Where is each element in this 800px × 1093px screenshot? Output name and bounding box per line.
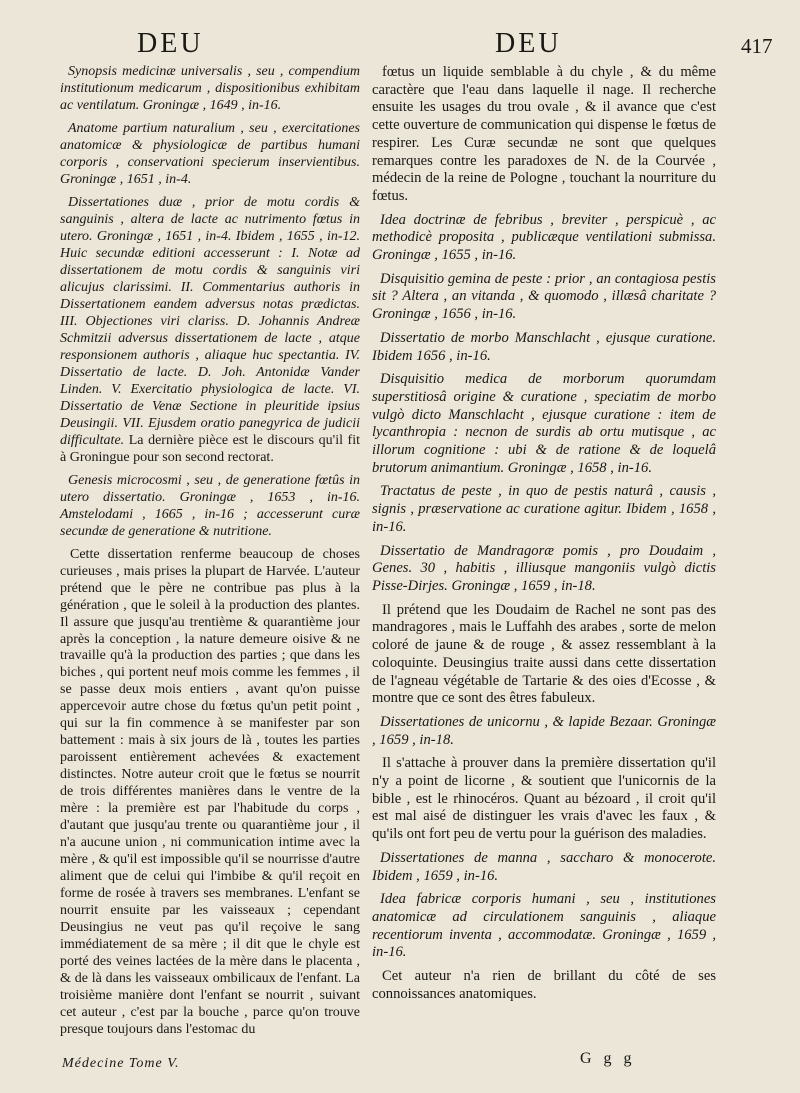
paragraph-text: Il prétend que les Doudaim de Rachel ne sont pas des mandragores , mais le Luffahh des arabes , sorte de melon coloré de jaune & de rouge , & assez ressemblant à la coloquinte. Deusingius traite aussi dans cette dissertation de l'agneau végétable de Tartarie & des oies d'Ecosse , & montre que ce sont des êtres fabuleux. [372, 601, 716, 707]
entry-commentary: La dernière pièce est le discours qu'il fit à Groningue pour son second rectorat. [60, 432, 360, 465]
bibliography-entry [60, 195, 360, 467]
entry-text: Tractatus de peste , in quo de pestis naturâ , causis , signis , præservatione ac curatione agitur. Ibidem , 1658 , in-16. [372, 483, 716, 535]
paragraph-text: Cet auteur n'a rien de brillant du côté de ses connoissances anatomiques. [372, 968, 716, 1002]
entry-text: Disquisitio gemina de peste : prior , an contagiosa pestis sit ? Altera , an vitanda , & quomodo , illæsâ charitate ? Groningæ , 1656 , in-16. [372, 270, 716, 323]
entry-text: Dissertatio de morbo Manschlacht , ejusque curatione. Ibidem 1656 , in-16. [372, 329, 716, 364]
bibliography-entry [372, 543, 716, 596]
page-number: 417 [741, 34, 773, 58]
commentary-paragraph [372, 64, 716, 206]
entry-text: Disquisitio medica de morborum quorumdam superstitiosâ origine & curatione , speciatim de morbo vulgò dicto Manschlacht , ejusque curatione : item de lycanthropia : necnon de surdis ab ortu mutisque , ac illorum cognitione : ubi & de ratione & de loquelâ brutorum animantium. Groningæ , 1658 , in-16. [372, 371, 716, 476]
bibliography-entry [372, 483, 716, 536]
signature-mark: G g g [580, 1050, 636, 1067]
entry-text: Dissertationes duæ , prior de motu cordis & sanguinis , altera de lacte ac nutrimento fœtus in utero. Groningæ , 1651 , in-4. Ibidem , 1655 , in-12. Huic secundæ editioni accesserunt : I. Notæ ad dissertationem de motu cordis & sanguinis viri alicujus clarissimi. II. Commentarius authoris in Dissertationem eandem adversus notas prædictas. III. Objectiones viri clariss. D. Johannis Andreæ Schmitzii adversus dissertationem de lacte , atque responsionem authoris , aliaque huc spectantia. IV. Dissertatio de lacte. D. Joh. Antonidæ Vander Linden. V. Exercitatio physiologica de lacte. VI. Dissertatio de Venæ Sectione in pleuritide ipsius Deusingii. VII. Ejusdem oratio panegyrica de judicii difficultate. [60, 194, 360, 448]
paragraph-text: Cette dissertation renferme beaucoup de choses curieuses , mais prises la plupart de Harvée. L'auteur prétend que le père ne contribue pas plus à la génération , que le soleil à la production des plantes. Il assure que jusqu'au trentième & quarantième jour après la conception , la nature demeure oisive & ne travaille qu'à la production des parties ; que dans les biches , qui portent neuf mois comme les femmes , il se passe deux mois entiers , avant qu'on puisse appercevoir autre chose du fœtus qu'un petit point , qui sur la fin commence à se manifester par son battement : mais à six jours de là , toutes les parties paroissent entièrement achevées & exactement distinctes. Notre auteur croit que le fœtus se nourrit de trois différentes manières dans le ventre de la mère : la première est par l'habitude du corps , d'autant que jusqu'au trente ou quarantième jour , il n'a aucune union , ni communication intime avec la mère , & qu'il est impossible qu'il se nourrisse d'autre aliment que de celui qui l'imbibe & qu'il reçoit en forme de rosée à travers ses membranes. L'enfant se nourrit ensuite par les vaisseaux ; cependant Deusingius ne veut pas qu'il reçoive le sang immédiatement de sa mère ; il dit que le chyle est porté des veines lactées de la mère dans le placenta , & de là dans les vaisseaux ombilicaux de l'enfant. La troisième manière dont l'enfant se nourrit , suivant cet auteur , c'est par la bouche , parce qu'on trouve presque toujours dans l'estomac du [60, 546, 360, 1038]
entry-text: Dissertationes de unicornu , & lapide Bezaar. Groningæ , 1659 , in-18. [372, 713, 716, 748]
running-head-right: DEU [495, 28, 562, 59]
entry-text: Genesis microcosmi , seu , de generatione fœtûs in utero dissertatio. Groningæ , 1653 , in-16. Amstelodami , 1665 , in-16 ; accesserunt curæ secundæ de generatione & nutritione. [60, 472, 360, 539]
entry-text: Synopsis medicinæ universalis , seu , compendium institutionum medicarum , dispositionibus exhibitam ac ventilatum. Groningæ , 1649 , in-16. [60, 64, 360, 113]
bibliography-entry [372, 271, 716, 324]
left-column [60, 64, 360, 1045]
entry-text: Dissertatio de Mandragoræ pomis , pro Doudaim , Genes. 30 , habitis , illiusque mangoniis vulgò dictis Pisse-Dirjes. Groningæ , 1659 , in-18. [372, 542, 716, 594]
entry-text: Idea doctrinæ de febribus , breviter , perspicuè , ac methodicè proposita , publicæque ventilationi submissa. Groningæ , 1655 , in-16. [372, 211, 716, 264]
paragraph-text: Il s'attache à prouver dans la première dissertation qu'il n'y a point de licorne , & soutient que l'unicornis de la bible , est le rhinocéros. Quant au bézoard , il croit qu'il est mal aisé de distinguer les vrais d'avec les faux , & qu'ils ont fort peu de vertu pour la guérison des maladies. [372, 755, 716, 843]
commentary-paragraph [372, 602, 716, 708]
commentary-paragraph [372, 755, 716, 844]
bibliography-entry [60, 473, 360, 541]
entry-text: Dissertationes de manna , saccharo & monocerote. Ibidem , 1659 , in-16. [372, 849, 716, 884]
bibliography-entry [60, 121, 360, 189]
bibliography-entry [372, 371, 716, 477]
entry-text: Idea fabricæ corporis humani , seu , institutiones anatomicæ ad circulationem sanguinis , aliaque recentiorum inventa , accommodatæ. Groningæ , 1659 , in-16. [372, 891, 716, 961]
bibliography-entry [372, 714, 716, 749]
entry-text: Anatome partium naturalium , seu , exercitationes anatomicæ & physiologicæ de partibus humani corporis , conservationi specierum inservientibus. Groningæ , 1651 , in-4. [60, 120, 360, 187]
bibliography-entry [372, 330, 716, 365]
bibliography-entry [372, 850, 716, 885]
paragraph-text: fœtus un liquide semblable à du chyle , & du même caractère que l'eau dans laquelle il nage. Il recherche ensuite les usages du trou ovale , & il avance que c'est cette ouverture de communication qui dispense le fœtus de respirer. Les Curæ secundæ ne sont que quelques remarques contre les paradoxes de N. de la Courvée , médecin de la reine de Pologne , touchant la nourriture du fœtus. [372, 64, 716, 204]
right-column [372, 64, 716, 1009]
bibliography-entry [372, 891, 716, 962]
commentary-paragraph [60, 547, 360, 1040]
bibliography-entry [60, 64, 360, 115]
running-head-left: DEU [137, 28, 204, 59]
bibliography-entry [372, 212, 716, 265]
commentary-paragraph [372, 968, 716, 1003]
footer-title: Médecine Tome V. [62, 1056, 180, 1071]
page-header [0, 22, 800, 66]
